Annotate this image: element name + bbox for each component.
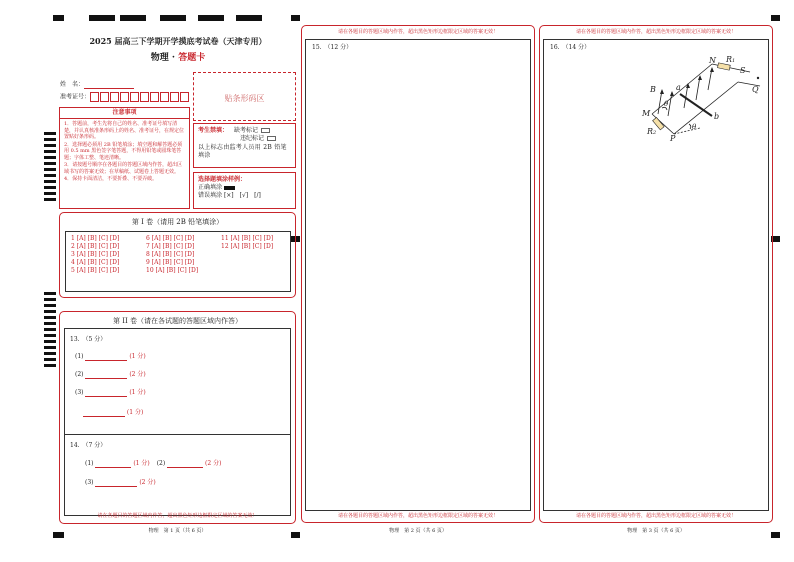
timing-mark-top-4 xyxy=(198,15,224,21)
footer-page-1: 物理 第 1 页（共 6 页） xyxy=(148,528,207,534)
subject-line xyxy=(62,50,294,63)
name-field[interactable] xyxy=(84,82,134,89)
q13-q14-divider xyxy=(65,434,290,435)
q13-3-label: (3) xyxy=(75,389,84,396)
mc-question[interactable]: 6 [A] [B] [C] [D] xyxy=(146,235,195,242)
exam-title: 2025 届高三下学期开学摸底考试卷（天津专用） xyxy=(89,36,267,46)
q13-line-2[interactable] xyxy=(75,371,146,379)
arrow-head xyxy=(660,89,664,94)
label-P: P xyxy=(670,134,676,142)
q14-heading: 14. （7 分） xyxy=(70,442,107,449)
q14-3-label: (3) xyxy=(85,479,94,486)
mc-question[interactable]: 4 [A] [B] [C] [D] xyxy=(71,259,120,266)
page2-frame xyxy=(301,25,535,523)
mc-question[interactable]: 1 [A] [B] [C] [D] xyxy=(71,235,120,242)
mc-question[interactable]: 9 [A] [B] [C] [D] xyxy=(146,259,195,266)
q13-1-score: (1 分) xyxy=(129,353,146,360)
label-R2-main: R xyxy=(647,127,654,136)
left-timing-ladder-upper xyxy=(44,132,56,204)
wrong-fill-marks: [×] [√] [/] xyxy=(223,192,261,199)
label-R1-main: R xyxy=(726,56,733,64)
mc-question[interactable]: 7 [A] [B] [C] [D] xyxy=(146,243,195,250)
q13-2-label: (2) xyxy=(75,371,84,378)
mc-question[interactable]: 2 [A] [B] [C] [D] xyxy=(71,243,120,250)
mc-question[interactable]: 10 [A] [B] [C] [D] xyxy=(146,267,199,274)
timing-mark-top-6 xyxy=(291,15,300,21)
label-Q: Q xyxy=(752,85,759,94)
mc-question[interactable]: 8 [A] [B] [C] [D] xyxy=(146,251,195,258)
warning-p2-top: 请在各题目的答题区域内作答，超出黑色矩形边框限定区域的答案无效！ xyxy=(337,29,498,35)
barcode-area xyxy=(193,72,296,121)
cheat-row xyxy=(198,135,291,143)
answer-blank[interactable] xyxy=(167,461,203,468)
subject-name: 物理 xyxy=(150,53,169,63)
q13-heading: 13. （5 分） xyxy=(70,336,107,343)
q14-1-score: (1 分) xyxy=(133,460,150,467)
q13-line-1[interactable] xyxy=(75,353,146,361)
switch-node xyxy=(757,77,759,79)
absent-checkbox[interactable] xyxy=(261,128,270,133)
notice-item-4: 4．保持卡面清洁，不要折叠、不要弄破。 xyxy=(64,176,158,182)
section1-box xyxy=(59,212,296,298)
notice-item-1: 1．答题前，考生先将自己的姓名、准考证号填写清楚，并认真核准条形码上的姓名、准考证号，在规定位置贴好条形码。 xyxy=(64,121,185,140)
label-theta-1: θ xyxy=(664,100,669,108)
section2-title: 第 II 卷（请在各试题的答题区域内作答） xyxy=(113,317,242,325)
mc-question[interactable]: 5 [A] [B] [C] [D] xyxy=(71,267,120,274)
notice-item-2: 2．选择题必须用 2B 铅笔填涂；填空题和解答题必须用 0.5 mm 黑色签字笔答题，不得用铅笔或圆珠笔答题；字体工整、笔迹清晰。 xyxy=(64,141,183,161)
timing-mark-top-2 xyxy=(120,15,146,21)
notice-box xyxy=(59,107,190,209)
timing-mark-top-3 xyxy=(160,15,186,21)
label-R1 xyxy=(725,56,735,64)
warning-p1: 请在各题目的答题区域内作答，超出黑色矩形边框限定区域的答案无效！ xyxy=(97,513,258,519)
answer-card-label: 答题卡 xyxy=(178,53,206,63)
forbidden-box xyxy=(193,123,296,168)
q13-1-label: (1) xyxy=(75,353,84,360)
q14-2-score: (2 分) xyxy=(205,460,222,467)
q13-2-score: (2 分) xyxy=(129,371,146,378)
label-S: S xyxy=(740,66,746,75)
wrong-fill-label: 错误填涂 xyxy=(198,192,223,199)
rail-lower xyxy=(674,82,738,134)
subject-dot: · xyxy=(171,53,176,63)
q14-2-label: (2) xyxy=(156,460,166,467)
barcode-label: 贴条形码区 xyxy=(224,94,265,103)
notice-item-3: 3．请按题号顺序在各题目的答题区域内作答，超出区域书写的答案无效；在草稿纸、试题卷上答题无效。 xyxy=(64,162,183,175)
timing-mark-top-left xyxy=(53,15,64,21)
id-row xyxy=(60,92,190,102)
label-B: B xyxy=(650,85,656,94)
physics-rail-diagram xyxy=(640,56,770,142)
mc-col-2[interactable] xyxy=(146,235,198,275)
label-theta-2: θ xyxy=(692,123,697,131)
id-label: 准考证号： xyxy=(60,93,91,101)
q16-heading: 16. （14 分） xyxy=(550,44,591,51)
cheat-checkbox[interactable] xyxy=(267,136,276,141)
timing-mark-top-1 xyxy=(89,15,115,21)
id-boxes[interactable] xyxy=(90,94,190,101)
notice-body xyxy=(60,119,189,183)
q13-line-3[interactable] xyxy=(75,389,146,397)
arrow-head xyxy=(710,67,714,72)
warning-p3-bottom: 请在各题目的答题区域内作答，超出黑色矩形边框限定区域的答案无效！ xyxy=(575,512,736,519)
absent-label: 缺考标记 xyxy=(233,127,258,134)
mc-question[interactable]: 11 [A] [B] [C] [D] xyxy=(221,235,274,242)
label-b: b xyxy=(714,112,720,121)
fill-example-box xyxy=(193,172,296,209)
absent-row xyxy=(198,127,291,135)
answer-blank[interactable] xyxy=(85,354,127,361)
angle-arc-2 xyxy=(689,124,691,129)
footer-page-2: 物理 第 2 页（共 6 页） xyxy=(389,528,447,534)
mc-question[interactable]: 12 [A] [B] [C] [D] xyxy=(221,243,274,250)
forbidden-note: 以上标志由监考人员用 2B 铅笔填涂 xyxy=(198,144,287,159)
label-M: M xyxy=(642,109,651,118)
answer-blank[interactable] xyxy=(95,461,131,468)
answer-blank[interactable] xyxy=(95,480,137,487)
forbidden-title: 考生禁填： xyxy=(198,127,229,134)
label-N: N xyxy=(709,56,716,65)
section1-title: 第 I 卷（请用 2B 铅笔填涂） xyxy=(131,218,224,226)
label-R2-sub: 2 xyxy=(653,130,657,136)
notice-title: 注意事项 xyxy=(60,108,189,119)
left-timing-ladder-lower xyxy=(44,292,56,370)
section2-box xyxy=(59,311,296,524)
label-a: a xyxy=(676,83,681,92)
fill-example-title: 选择题填涂样例： xyxy=(198,176,247,183)
answer-blank[interactable] xyxy=(83,410,125,417)
label-R2 xyxy=(646,127,656,136)
q13-4-score: (1 分) xyxy=(126,409,144,416)
mc-question[interactable]: 3 [A] [B] [C] [D] xyxy=(71,251,120,258)
footer-page-3: 物理 第 3 页（共 6 页） xyxy=(627,528,685,534)
q15-answer-area[interactable] xyxy=(305,39,531,511)
q14-line-3[interactable] xyxy=(85,479,156,487)
q13-line-4[interactable] xyxy=(83,409,143,417)
correct-fill-label: 正确填涂 xyxy=(198,184,223,191)
q13-3-score: (1 分) xyxy=(129,389,146,396)
name-row xyxy=(60,81,134,89)
mc-col-3[interactable] xyxy=(221,235,273,251)
arrow-head xyxy=(698,75,702,80)
wrong-fill-row xyxy=(198,192,291,200)
section2-inner xyxy=(64,328,291,516)
warning-p3-top: 请在各题目的答题区域内作答，超出黑色矩形边框限定区域的答案无效！ xyxy=(575,29,736,35)
q15-heading: 15. （12 分） xyxy=(312,44,353,51)
label-R1-sub: 1 xyxy=(732,58,736,64)
q14-3-score: (2 分) xyxy=(139,479,156,486)
mc-col-1[interactable] xyxy=(71,235,119,275)
arrow-head xyxy=(670,91,674,96)
mc-grid xyxy=(65,231,291,292)
cheat-label: 违纪标记 xyxy=(240,135,265,142)
answer-blank[interactable] xyxy=(85,372,127,379)
timing-mark-top-5 xyxy=(236,15,262,21)
timing-mark-top-right xyxy=(771,15,780,21)
name-label: 姓 名： xyxy=(60,81,85,88)
answer-blank[interactable] xyxy=(85,390,127,397)
correct-fill-mark xyxy=(224,186,235,190)
correct-fill-row xyxy=(198,184,291,192)
warning-p2-bottom: 请在各题目的答题区域内作答，超出黑色矩形边框限定区域的答案无效！ xyxy=(337,512,498,519)
q14-line-1[interactable] xyxy=(85,460,221,468)
rail-upper xyxy=(652,64,712,114)
q14-1-label: (1) xyxy=(85,460,94,467)
